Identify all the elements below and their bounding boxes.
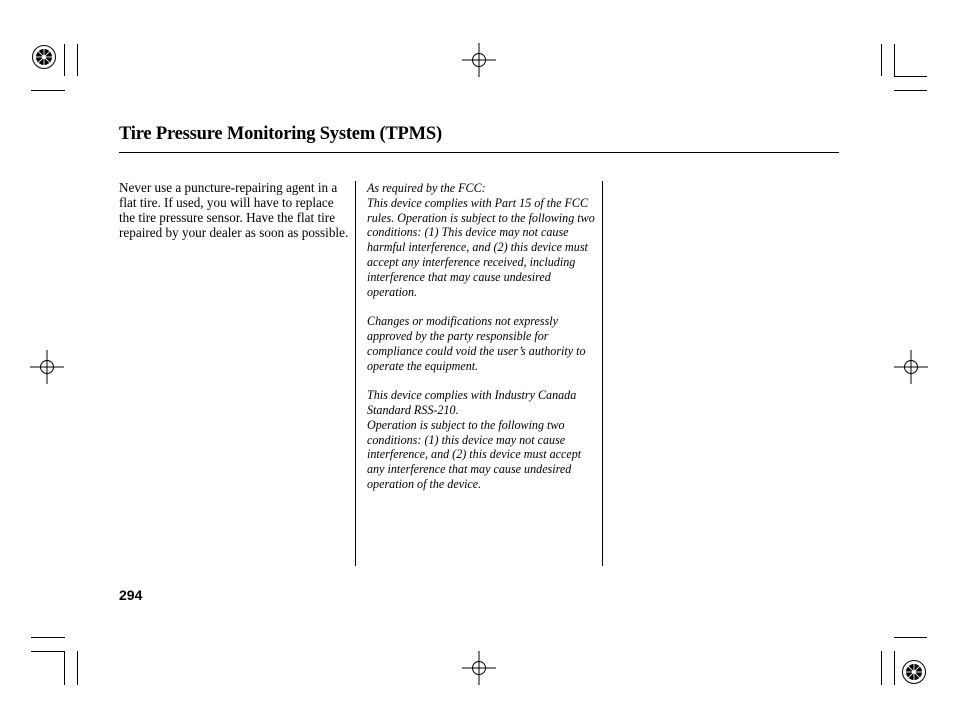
registration-sunburst-icon: [31, 44, 57, 70]
column-divider: [355, 181, 356, 566]
left-column: [119, 180, 351, 240]
canada-paragraph: This device complies with Industry Canada Standard RSS-210.: [367, 388, 577, 417]
column-divider: [602, 181, 603, 566]
canada-conditions-paragraph: Operation is subject to the following two conditions: (1) this device may not cause interference, and (2) this device must accept any interference that may cause undesired operation of the device.: [367, 417, 582, 491]
fcc-paragraph: This device complies with Part 15 of the FCC rules. Operation is subject to the following two conditions: (1) This device may not cause harmful interference, and (2) this device must accept any interference received, including interference that may cause undesired operation.: [367, 195, 595, 299]
fcc-heading: As required by the FCC:: [367, 181, 486, 195]
registration-sunburst-icon: [901, 659, 927, 685]
page-title: Tire Pressure Monitoring System (TPMS): [119, 124, 442, 144]
title-divider: [119, 152, 839, 153]
registration-crosshair-icon: [462, 651, 496, 685]
middle-column: [367, 181, 599, 492]
registration-crosshair-icon: [462, 43, 496, 77]
registration-crosshair-icon: [894, 350, 928, 384]
registration-crosshair-icon: [30, 350, 64, 384]
changes-paragraph: Changes or modifications not expressly approved by the party responsible for compliance could void the user’s authority to operate the equipment.: [367, 314, 586, 373]
page-number: 294: [119, 587, 143, 603]
puncture-warning-paragraph: Never use a puncture-repairing agent in a flat tire. If used, you will have to replace the tire pressure sensor. Have the flat tire repaired by your dealer as soon as possible.: [119, 180, 349, 240]
